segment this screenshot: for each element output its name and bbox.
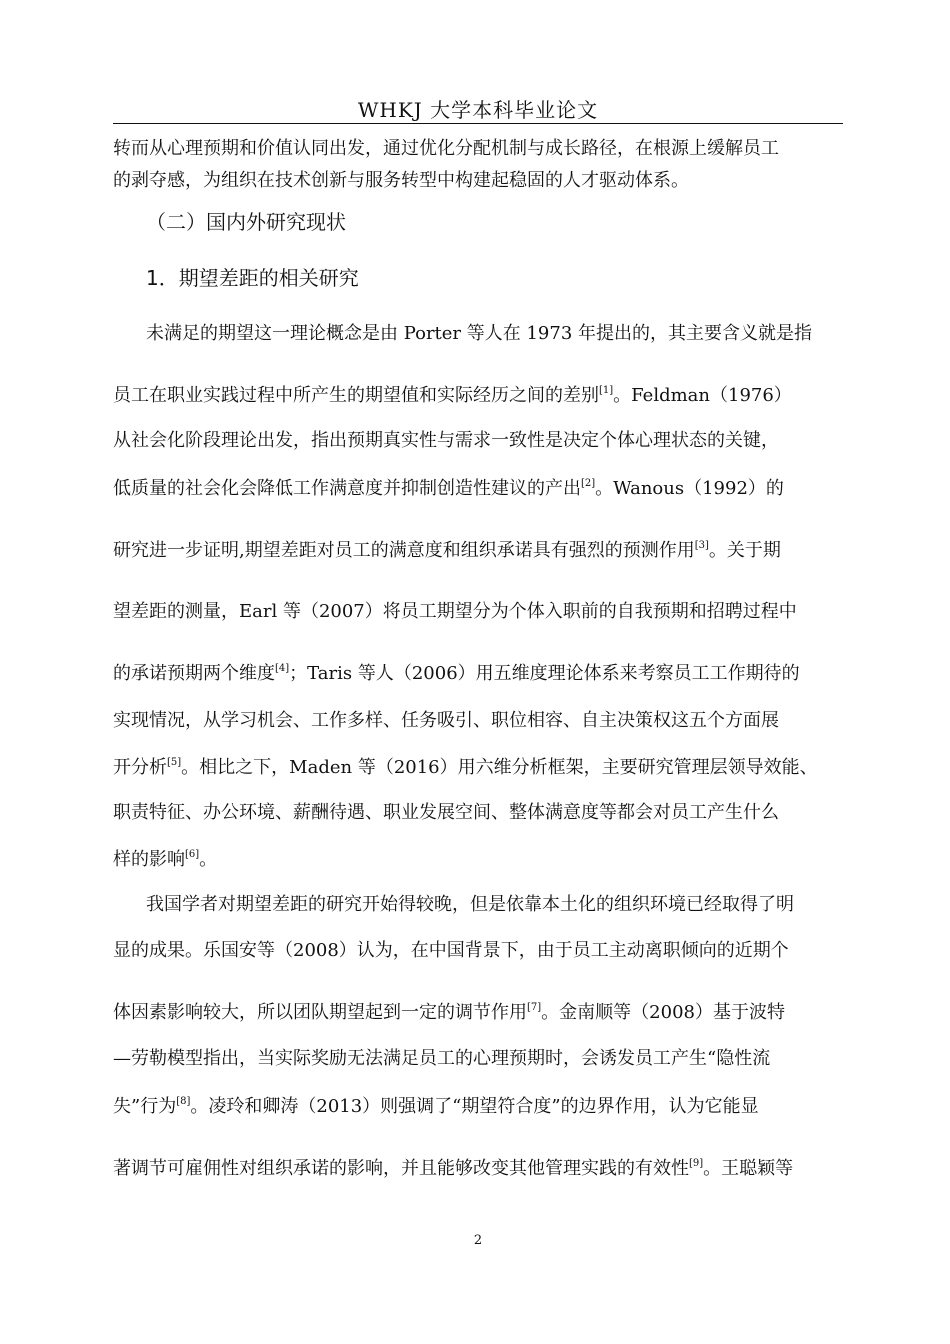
citation: [7]: [527, 1002, 542, 1013]
line-text: 体因素影响较大，所以团队期望起到一定的调节作用: [113, 1002, 527, 1023]
body-line: [113, 539, 781, 563]
line-text: 。王聪颖等: [703, 1158, 794, 1179]
body-line: [113, 1157, 793, 1181]
citation: [4]: [275, 663, 290, 674]
line-text: 著调节可雇佣性对组织承诺的影响，并且能够改变其他管理实践的有效性: [113, 1158, 689, 1179]
line-text: 研究进一步证明,期望差距对员工的满意度和组织承诺具有强烈的预测作用: [113, 540, 695, 561]
page-header: WHKJ 大学本科毕业论文: [357, 98, 599, 122]
subsection-heading: 1．期望差距的相关研究: [146, 266, 359, 290]
line-text: ；Taris 等人（2006）用五维度理论体系来考察员工工作期待的: [289, 663, 800, 684]
line-text: 。凌玲和卿涛（2013）则强调了“期望符合度”的边界作用，认为它能显: [190, 1096, 759, 1117]
body-line: 的剥夺感，为组织在技术创新与服务转型中构建起稳固的人才驱动体系。: [113, 170, 689, 191]
body-line: 望差距的测量，Earl 等（2007）将员工期望分为个体入职前的自我预期和招聘过程中: [113, 601, 797, 622]
line-text: 样的影响: [113, 849, 185, 870]
body-line: 实现情况，从学习机会、工作多样、任务吸引、职位相容、自主决策权这五个方面展: [113, 710, 779, 731]
line-text: 开分析: [113, 757, 167, 778]
line-text: 。关于期: [708, 540, 781, 561]
citation: [5]: [167, 757, 182, 768]
body-line: [113, 1001, 785, 1025]
page-number: 2: [473, 1233, 483, 1248]
line-text: 。Feldman（1976）: [613, 385, 792, 406]
citation: [1]: [599, 385, 614, 396]
body-line: [113, 756, 818, 780]
body-line: 未满足的期望这一理论概念是由 Porter 等人在 1973 年提出的，其主要含义就是指: [146, 323, 813, 344]
line-text: 失”行为: [113, 1096, 177, 1117]
line-text: 员工在职业实践过程中所产生的期望值和实际经历之间的差别: [113, 385, 599, 406]
body-line: 职责特征、办公环境、薪酬待遇、职业发展空间、整体满意度等都会对员工产生什么: [113, 802, 779, 823]
citation: [8]: [176, 1096, 191, 1107]
body-line: [113, 477, 784, 501]
citation: [9]: [689, 1158, 704, 1169]
body-line: —劳勒模型指出，当实际奖励无法满足员工的心理预期时，会诱发员工产生“隐性流: [113, 1048, 771, 1069]
line-text: 低质量的社会化会降低工作满意度并抑制创造性建议的产出: [113, 478, 581, 499]
line-text: 。Wanous（1992）的: [595, 478, 784, 499]
line-text: 。相比之下，Maden 等（2016）用六维分析框架，主要研究管理层领导效能、: [181, 757, 818, 778]
line-text: 的承诺预期两个维度: [113, 663, 275, 684]
body-line: [113, 384, 792, 408]
citation: [6]: [185, 849, 200, 860]
body-line: 显的成果。乐国安等（2008）认为，在中国背景下，由于员工主动离职倾向的近期个: [113, 940, 789, 961]
body-line: [113, 662, 800, 686]
body-line: 转而从心理预期和价值认同出发，通过优化分配机制与成长路径，在根源上缓解员工: [113, 138, 779, 159]
body-line: 从社会化阶段理论出发，指出预期真实性与需求一致性是决定个体心理状态的关键，: [113, 430, 779, 451]
section-heading: （二）国内外研究现状: [146, 210, 346, 234]
citation: [3]: [694, 540, 709, 551]
line-text: 。金南顺等（2008）基于波特: [541, 1002, 785, 1023]
body-line: 我国学者对期望差距的研究开始得较晚，但是依靠本土化的组织环境已经取得了明: [146, 894, 794, 915]
line-text: 。: [199, 849, 218, 870]
body-line: [113, 848, 217, 872]
citation: [2]: [581, 478, 596, 489]
header-rule: [113, 123, 843, 124]
body-line: [113, 1095, 759, 1119]
